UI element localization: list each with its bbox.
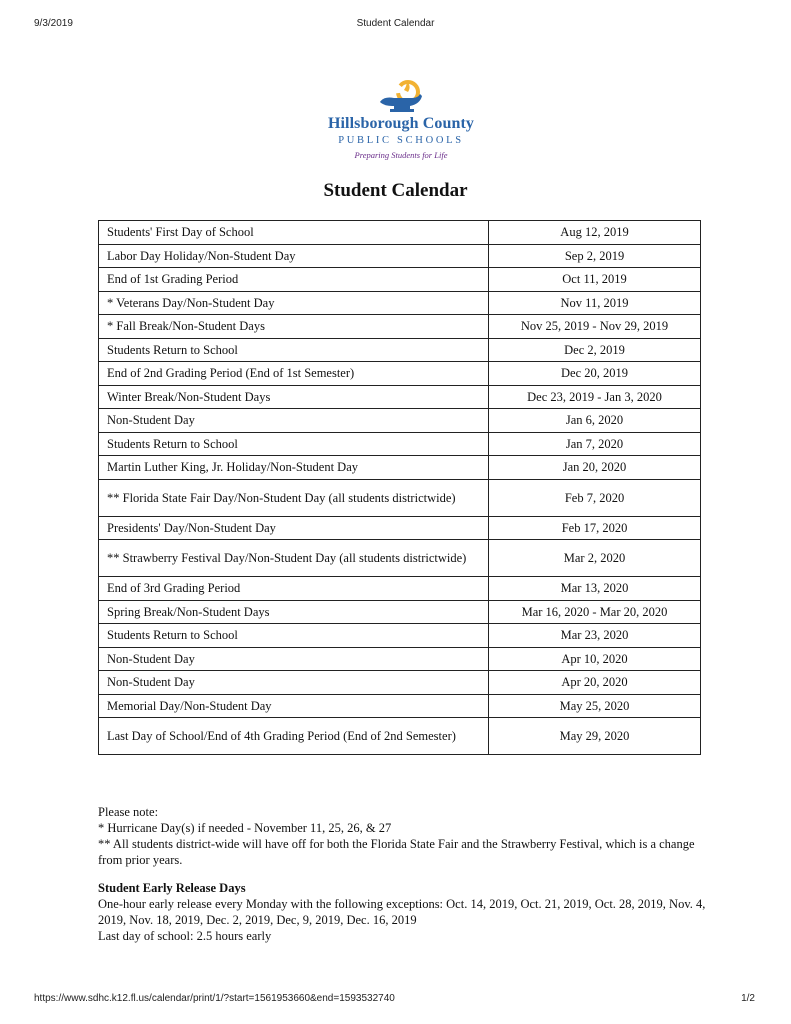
page-title: Student Calendar xyxy=(323,180,468,201)
table-row xyxy=(99,479,701,516)
event-date-cell: Nov 11, 2019 xyxy=(489,291,701,315)
notes-label: Please note: xyxy=(98,805,159,819)
table-row xyxy=(99,718,701,755)
districtwide-note: ** All students district-wide will have off for both the Florida State Fair and the Strawberry Festival, which is a change from prior years. xyxy=(98,837,695,867)
table-row xyxy=(99,385,701,409)
event-date-cell: Mar 2, 2020 xyxy=(489,540,701,577)
event-date-cell: Mar 16, 2020 - Mar 20, 2020 xyxy=(489,600,701,624)
event-name-cell: Memorial Day/Non-Student Day xyxy=(99,694,489,718)
event-date-cell: Mar 23, 2020 xyxy=(489,624,701,648)
logo-tagline: Preparing Students for Life xyxy=(354,150,448,160)
event-date-cell: Oct 11, 2019 xyxy=(489,268,701,292)
event-name-cell: End of 1st Grading Period xyxy=(99,268,489,292)
event-date-cell: Dec 2, 2019 xyxy=(489,338,701,362)
table-row xyxy=(99,540,701,577)
page-url: https://www.sdhc.k12.fl.us/calendar/print/1/?start=1561953660&end=1593532740 xyxy=(34,993,395,1004)
event-name-cell: * Fall Break/Non-Student Days xyxy=(99,315,489,339)
table-row xyxy=(99,362,701,386)
event-name-cell: Last Day of School/End of 4th Grading Period (End of 2nd Semester) xyxy=(99,718,489,755)
early-release-heading: Student Early Release Days xyxy=(98,881,246,895)
event-name-cell: Non-Student Day xyxy=(99,409,489,433)
event-date-cell: Jan 6, 2020 xyxy=(489,409,701,433)
event-date-cell: Jan 20, 2020 xyxy=(489,456,701,480)
event-name-cell: Winter Break/Non-Student Days xyxy=(99,385,489,409)
event-name-cell: Students Return to School xyxy=(99,432,489,456)
table-row xyxy=(99,647,701,671)
event-date-cell: Nov 25, 2019 - Nov 29, 2019 xyxy=(489,315,701,339)
table-row xyxy=(99,268,701,292)
event-date-cell: Aug 12, 2019 xyxy=(489,221,701,245)
last-day-note: Last day of school: 2.5 hours early xyxy=(98,929,272,943)
page-number: 1/2 xyxy=(741,993,755,1004)
logo-district-name: Hillsborough County xyxy=(327,115,475,132)
event-name-cell: End of 3rd Grading Period xyxy=(99,577,489,601)
event-name-cell: Students Return to School xyxy=(99,624,489,648)
notes-section xyxy=(98,804,708,944)
event-name-cell: Students Return to School xyxy=(99,338,489,362)
table-row xyxy=(99,291,701,315)
table-row xyxy=(99,432,701,456)
hurricane-note: * Hurricane Day(s) if needed - November 11, 25, 26, & 27 xyxy=(98,821,392,835)
district-logo xyxy=(318,80,484,166)
print-date: 9/3/2019 xyxy=(34,18,73,29)
event-date-cell: Feb 17, 2020 xyxy=(489,516,701,540)
table-row xyxy=(99,315,701,339)
event-name-cell: Non-Student Day xyxy=(99,647,489,671)
logo-subtitle: PUBLIC SCHOOLS xyxy=(338,135,464,146)
event-date-cell: Mar 13, 2020 xyxy=(489,577,701,601)
table-row xyxy=(99,671,701,695)
table-row xyxy=(99,694,701,718)
table-row xyxy=(99,624,701,648)
event-date-cell: May 29, 2020 xyxy=(489,718,701,755)
event-date-cell: Sep 2, 2019 xyxy=(489,244,701,268)
event-name-cell: End of 2nd Grading Period (End of 1st Semester) xyxy=(99,362,489,386)
early-release-body: One-hour early release every Monday with the following exceptions: Oct. 14, 2019, Oct. 21, 2019, Oct. 28, 2019, Nov. 4, 2019, Nov. 18, 2019, Dec. 2, 2019, Dec, 9, 2019, Dec. 16, 2019 xyxy=(98,897,706,927)
event-date-cell: Jan 7, 2020 xyxy=(489,432,701,456)
event-name-cell: * Veterans Day/Non-Student Day xyxy=(99,291,489,315)
print-page-title: Student Calendar xyxy=(356,18,435,29)
event-name-cell: Spring Break/Non-Student Days xyxy=(99,600,489,624)
table-row xyxy=(99,600,701,624)
event-date-cell: Dec 20, 2019 xyxy=(489,362,701,386)
table-row xyxy=(99,409,701,433)
event-date-cell: Feb 7, 2020 xyxy=(489,479,701,516)
event-date-cell: Apr 10, 2020 xyxy=(489,647,701,671)
table-row xyxy=(99,516,701,540)
table-row xyxy=(99,221,701,245)
event-name-cell: ** Florida State Fair Day/Non-Student Day (all students districtwide) xyxy=(99,479,489,516)
event-name-cell: Martin Luther King, Jr. Holiday/Non-Student Day xyxy=(99,456,489,480)
event-name-cell: Non-Student Day xyxy=(99,671,489,695)
calendar-table xyxy=(98,220,701,755)
event-date-cell: Dec 23, 2019 - Jan 3, 2020 xyxy=(489,385,701,409)
event-name-cell: Presidents' Day/Non-Student Day xyxy=(99,516,489,540)
event-name-cell: Students' First Day of School xyxy=(99,221,489,245)
event-name-cell: Labor Day Holiday/Non-Student Day xyxy=(99,244,489,268)
event-date-cell: May 25, 2020 xyxy=(489,694,701,718)
table-row xyxy=(99,577,701,601)
table-row xyxy=(99,244,701,268)
table-row xyxy=(99,338,701,362)
event-name-cell: ** Strawberry Festival Day/Non-Student Day (all students districtwide) xyxy=(99,540,489,577)
event-date-cell: Apr 20, 2020 xyxy=(489,671,701,695)
lamp-of-learning-icon xyxy=(374,80,428,116)
table-row xyxy=(99,456,701,480)
